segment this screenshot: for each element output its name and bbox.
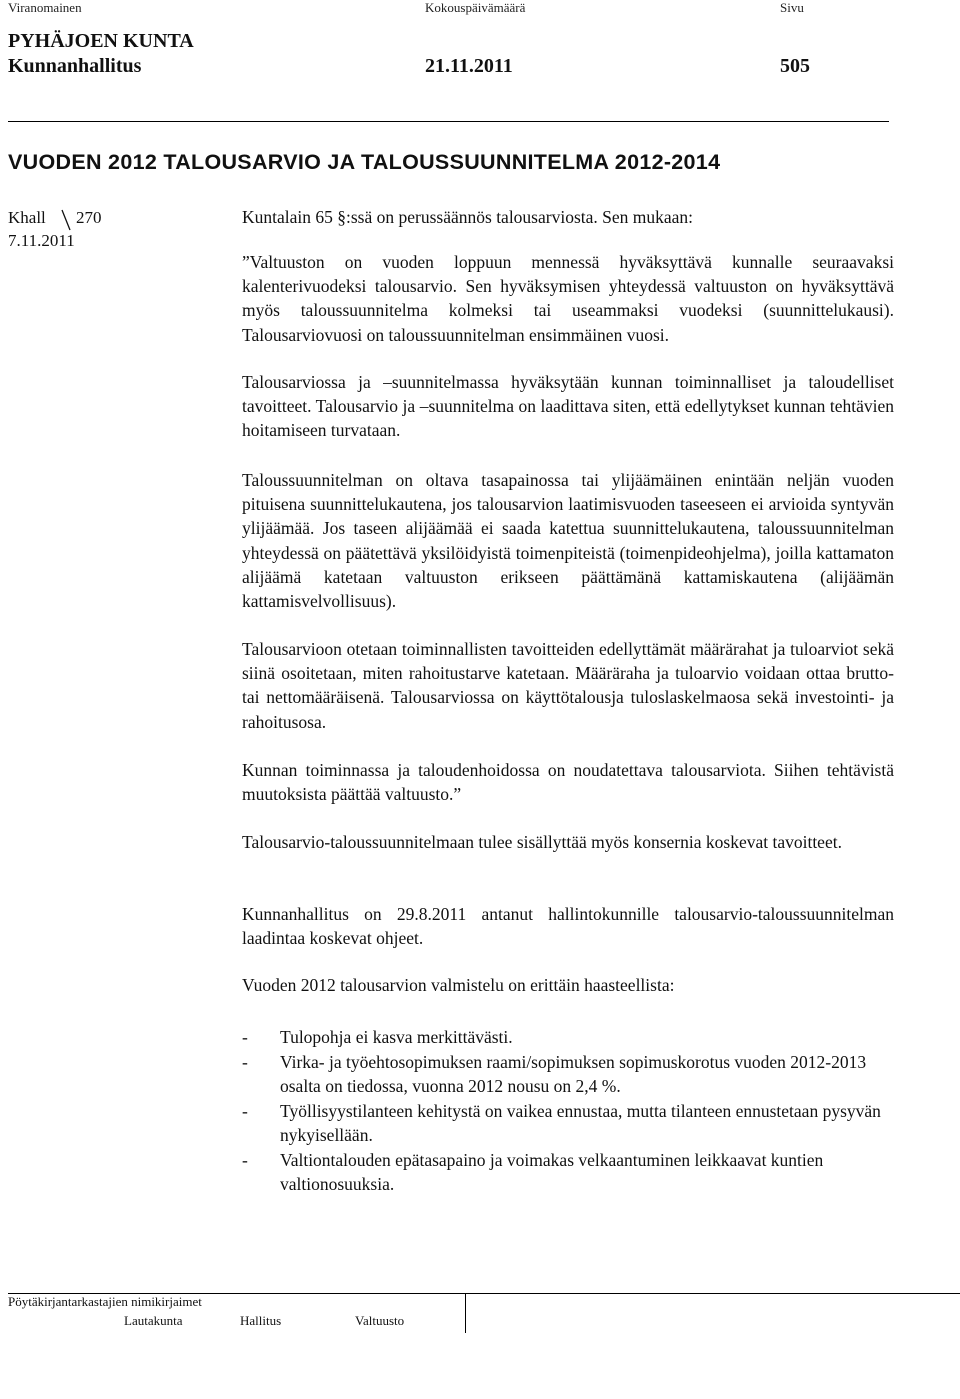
paragraph-2: Talousarviossa ja –suunnitelmassa hyväksytään kunnan toiminnalliset ja taloudelliset tavoitteet. Talousarvio ja –suunnitelma on laadittava siten, että edellytykset kunnan tehtävien hoitamiseen turvataan. — [242, 372, 894, 441]
organization-name: PYHÄJOEN KUNTA — [8, 30, 194, 52]
footer-hallitus: Hallitus — [240, 1313, 282, 1328]
section-mark-icon — [59, 209, 73, 231]
meeting-date: 21.11.2011 — [425, 55, 513, 77]
header-label-authority: Viranomainen — [8, 0, 82, 15]
footer-heading: Pöytäkirjantarkastajien nimikirjaimet — [8, 1294, 202, 1309]
document-title: VUODEN 2012 TALOUSARVIO JA TALOUSSUUNNITELMA 2012-2014 — [8, 150, 721, 174]
header-label-page: Sivu — [780, 0, 804, 15]
paragraph-8: Vuoden 2012 talousarvion valmistelu on erittäin haasteellista: — [242, 975, 675, 995]
paragraph-6: Talousarvio-taloussuunnitelmaan tulee sisällyttää myös konsernia koskevat tavoitteet. — [242, 832, 842, 852]
list-item: Valtiontalouden epätasapaino ja voimakas velkaantuminen leikkaavat kuntien valtionosuuksia. — [280, 1150, 824, 1194]
bullet-marker: - — [242, 1101, 248, 1121]
list-item: Virka- ja työehtosopimuksen raami/sopimuksen sopimuskorotus vuoden 2012-2013 osalta on tiedossa, vuonna 2012 nousu on 2,4 %. — [280, 1052, 867, 1096]
side-ref-date: 7.11.2011 — [8, 231, 75, 250]
footer-lautakunta: Lautakunta — [124, 1313, 183, 1328]
list-item: Tulopohja ei kasva merkittävästi. — [280, 1027, 513, 1047]
list-item: Työllisyystilanteen kehitystä on vaikea ennustaa, mutta tilanteen ennustetaan pysyvän nykyisellään. — [280, 1101, 881, 1145]
bullet-marker: - — [242, 1150, 248, 1170]
side-ref-number: 270 — [76, 208, 102, 227]
side-ref-prefix: Khall — [8, 208, 46, 227]
paragraph-3: Taloussuunnitelman on oltava tasapainossa tai ylijäämäinen enintään neljän vuoden pituisena suunnittelukautena, jos talousarvion laatimisvuoden taseeseen ei arvioida syntyvän ylijäämää. Jos taseen alijäämää ei saada katettua suunnittelukautena, taloussuunnitelman yhteydessä on päätettävä yksilöidyistä toimenpiteistä (toimenpideohjelma), joilla kattamaton alijäämä katetaan valtuuston erikseen päättämänä kattamiskautena (alijäämän kattamisvelvollisuus). — [242, 470, 894, 612]
page-number: 505 — [780, 55, 810, 77]
bullet-marker: - — [242, 1027, 248, 1047]
header-label-meeting-date: Kokouspäivämäärä — [425, 0, 526, 15]
paragraph-intro: Kuntalain 65 §:ssä on perussäännös talousarviosta. Sen mukaan: — [242, 207, 694, 227]
paragraph-5: Kunnan toiminnassa ja taloudenhoidossa on noudatettava talousarviota. Siihen tehtävistä muutoksista päättää valtuusto.” — [242, 760, 894, 805]
paragraph-quote-1: ”Valtuuston on vuoden loppuun mennessä hyväksyttävä kunnalle seuraavaksi kalenterivuodeksi talousarvio. Sen hyväksymisen yhteydessä valtuuston on hyväksyttävä myös taloussuunnitelma kolmeksi tai useammaksi vuodeksi (suunnittelukausi). Talousarviovuosi on taloussuunnitelman ensimmäinen vuosi. — [242, 252, 894, 345]
paragraph-7: Kunnanhallitus on 29.8.2011 antanut hallintokunnille talousarvio-taloussuunnitelman laadintaa koskevat ohjeet. — [242, 904, 894, 949]
footer-valtuusto: Valtuusto — [355, 1313, 405, 1328]
header-divider — [8, 121, 889, 122]
bullet-marker: - — [242, 1052, 248, 1072]
authority-name: Kunnanhallitus — [8, 55, 142, 77]
side-reference — [8, 208, 46, 228]
paragraph-4: Talousarvioon otetaan toiminnallisten tavoitteiden edellyttämät määrärahat ja tuloarviot sekä siinä osoitetaan, miten rahoitustarve katetaan. Määräraha ja tuloarvio voidaan ottaa brutto- tai nettomääräisenä. Talousarviossa on käyttötalousja tuloslaskelmaosa sekä investointi- ja rahoitusosa. — [242, 639, 894, 732]
